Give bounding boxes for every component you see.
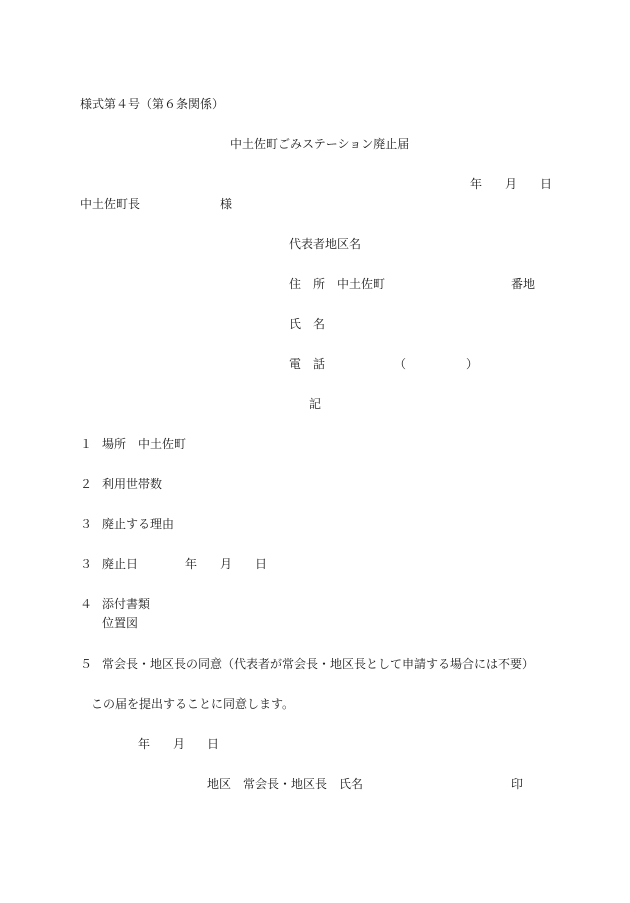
addressee-name: 中土佐町長 [80,197,141,211]
consent-date-day: 日 [207,737,220,751]
applicant-phone-label: 電 話 [289,357,326,371]
consent-date-year: 年 [138,737,151,751]
form-number: 様式第４号（第６条関係） [80,97,225,111]
applicant-name-label: 氏 名 [289,317,326,331]
item-4-number: ４ [80,597,93,611]
submission-date-day: 日 [540,177,553,191]
ki-heading: 記 [309,397,322,411]
item-3b-number: ３ [80,557,93,571]
item-2-number: ２ [80,477,93,491]
item-5-number: ５ [80,657,93,671]
document-title: 中土佐町ごみステーション廃止届 [230,137,410,151]
applicant-address-label: 住 所 [289,277,326,291]
applicant-district-label: 代表者地区名 [289,237,362,251]
item-3a-label: 廃止する理由 [102,517,175,531]
consent-text: この届を提出することに同意します。 [91,697,295,711]
item-4-sub: 位置図 [102,616,139,630]
abolish-date-day: 日 [255,557,268,571]
applicant-address-suffix: 番地 [511,277,536,291]
abolish-date-month: 月 [220,557,233,571]
signature-label: 地区 常会長・地区長 氏名 [207,777,364,791]
abolish-date-year: 年 [185,557,198,571]
item-2-label: 利用世帯数 [102,477,163,491]
item-1-label: 場所 中土佐町 [102,437,187,451]
item-3a-number: ３ [80,517,93,531]
consent-date-month: 月 [173,737,186,751]
item-3b-label: 廃止日 [102,557,139,571]
applicant-phone-parentheses: （ ） [394,357,479,371]
item-5-label: 常会長・地区長の同意（代表者が常会長・地区長として申請する場合には不要） [102,657,535,671]
item-1-number: １ [80,437,93,451]
submission-date-year: 年 [470,177,483,191]
seal-mark: 印 [511,777,524,791]
submission-date-month: 月 [505,177,518,191]
addressee-honorific: 様 [220,197,233,211]
applicant-address-town: 中土佐町 [337,277,386,291]
item-4-label: 添付書類 [102,597,151,611]
